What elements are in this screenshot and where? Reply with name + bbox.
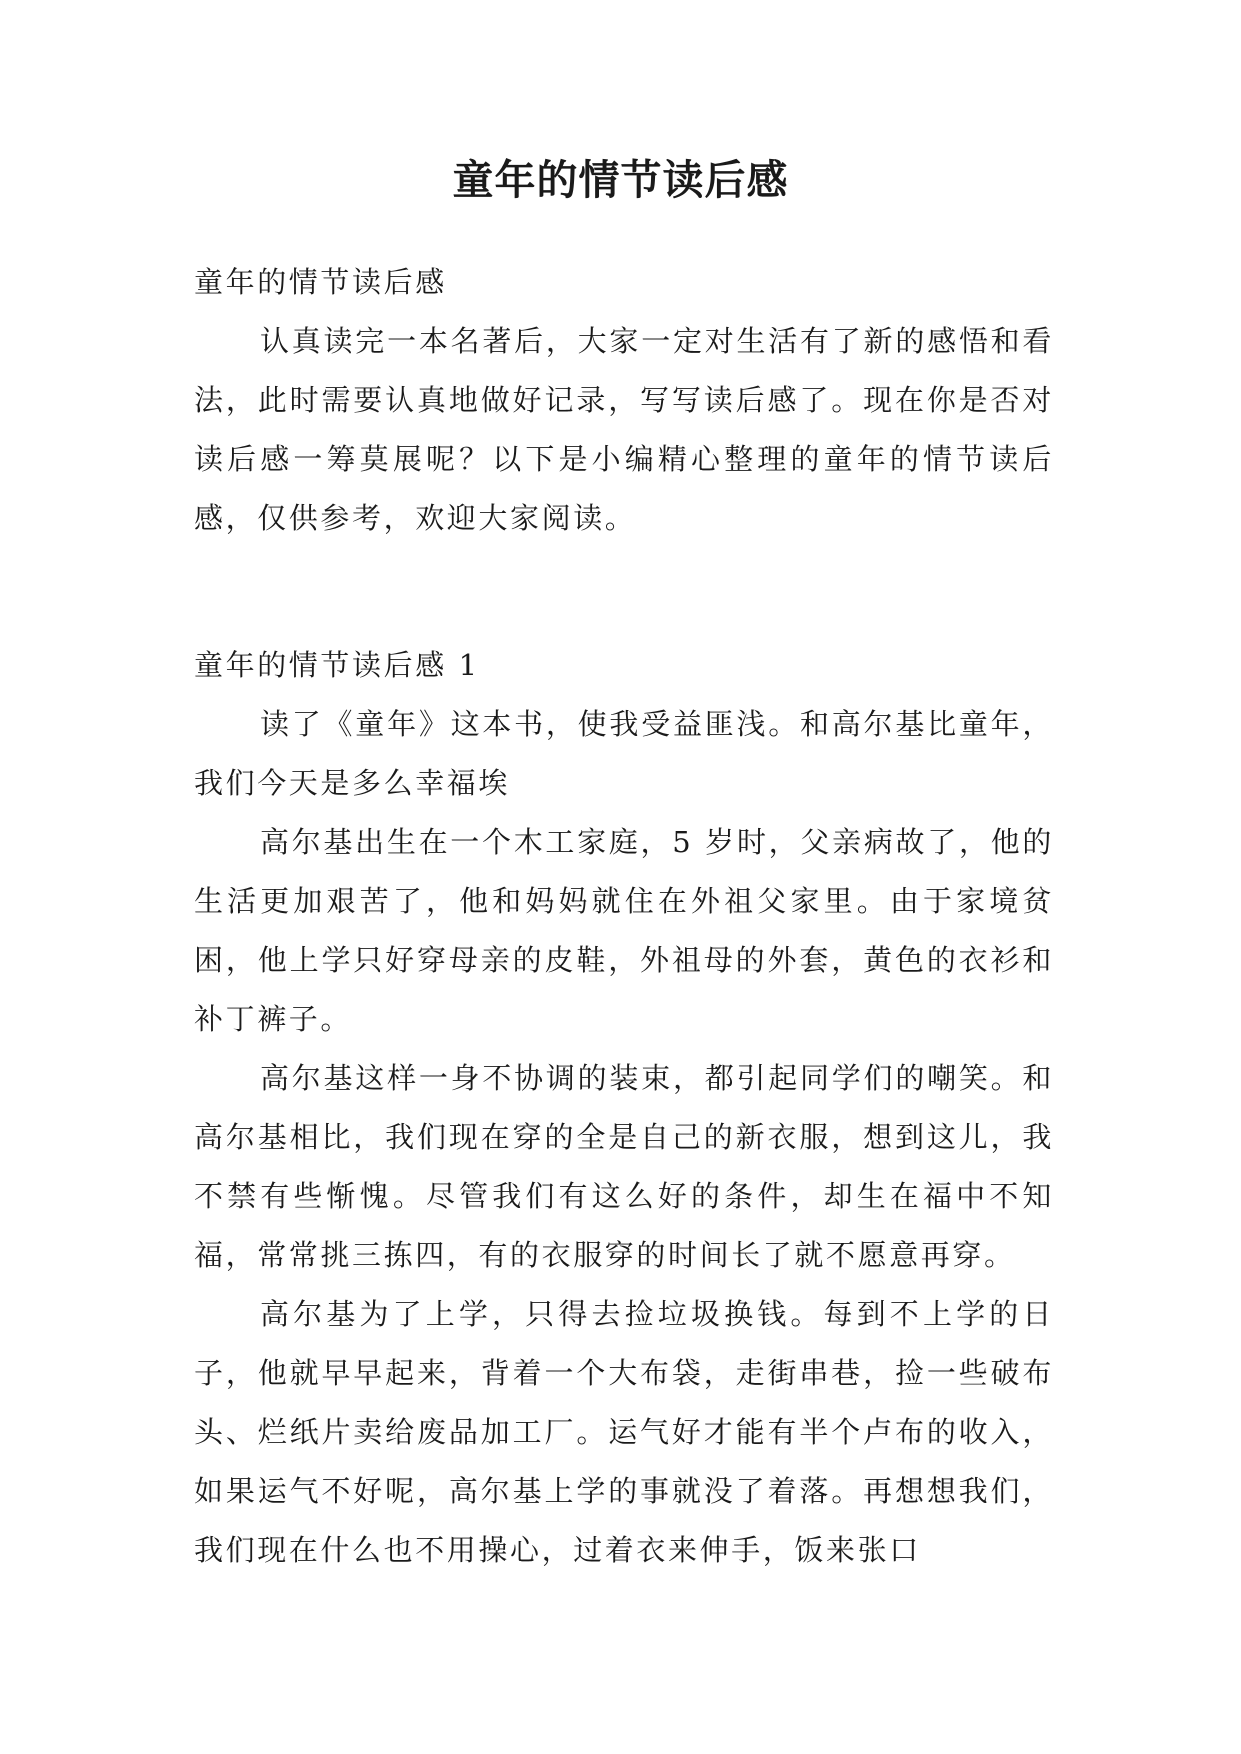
intro-heading: 童年的情节读后感 (194, 265, 447, 299)
section-1-paragraph-2: 高尔基出生在一个木工家庭，5 岁时，父亲病故了，他的生活更加艰苦了，他和妈妈就住在外祖父家里。由于家境贫困，他上学只好穿母亲的皮鞋，外祖母的外套，黄色的衣衫和补丁裤子。 (194, 825, 1054, 1036)
section-1-paragraph-3: 高尔基这样一身不协调的装束，都引起同学们的嘲笑。和高尔基相比，我们现在穿的全是自己的新衣服，想到这儿，我不禁有些惭愧。尽管我们有这么好的条件，却生在福中不知福，常常挑三拣四，有的衣服穿的时间长了就不愿意再穿。 (194, 1061, 1054, 1272)
document-title: 童年的情节读后感 (452, 156, 789, 204)
intro-section (194, 253, 1054, 548)
section-1-paragraph-1: 读了《童年》这本书，使我受益匪浅。和高尔基比童年，我们今天是多么幸福埃 (194, 707, 1054, 800)
section-1-paragraph-4: 高尔基为了上学，只得去捡垃圾换钱。每到不上学的日子，他就早早起来，背着一个大布袋，走街串巷，捡一些破布头、烂纸片卖给废品加工厂。运气好才能有半个卢布的收入，如果运气不好呢，高尔基上学的事就没了着落。再想想我们，我们现在什么也不用操心，过着衣来伸手，饭来张口 (194, 1297, 1054, 1567)
intro-paragraph: 认真读完一本名著后，大家一定对生活有了新的感悟和看法，此时需要认真地做好记录，写写读后感了。现在你是否对读后感一筹莫展呢？以下是小编精心整理的童年的情节读后感，仅供参考，欢迎大家阅读。 (194, 324, 1054, 535)
section-1 (194, 636, 1054, 1580)
section-1-heading: 童年的情节读后感 1 (194, 648, 480, 682)
